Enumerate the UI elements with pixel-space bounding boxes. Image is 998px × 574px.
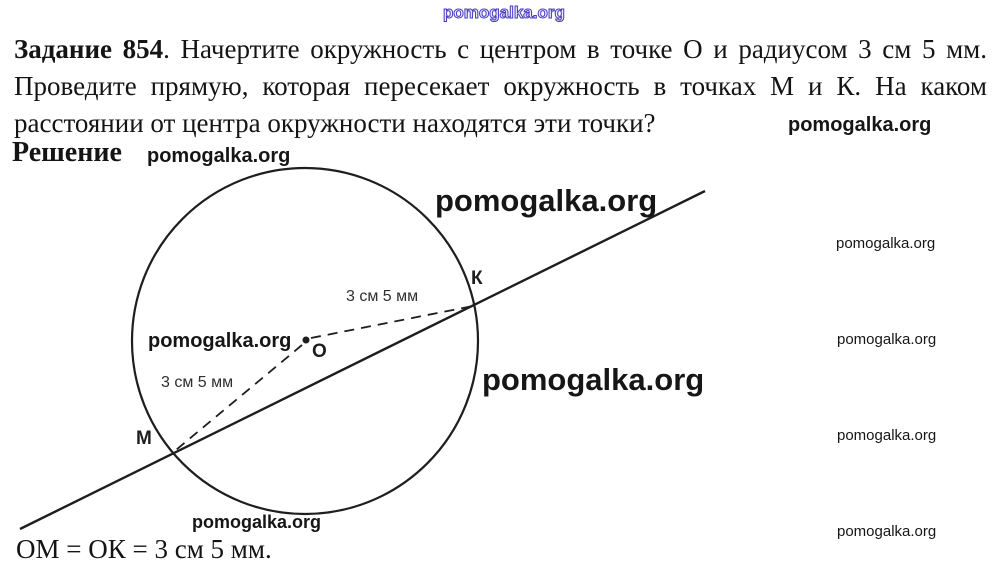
watermark-right-2: pomogalka.org [837, 331, 937, 348]
center-point-label: О [312, 341, 327, 362]
secant-line [20, 191, 705, 529]
task-text: . Начертите окружность с центром в точке О и радиусом 3 см 5 мм. Проведите прямую, которая пересекает окружность в точках М и К. На каком расстоянии от центра окружности находятся эти точки? [14, 34, 987, 138]
answer-text: ОМ = ОК = 3 см 5 мм. [16, 534, 272, 564]
radius-om-measure-label: 3 см 5 мм [161, 374, 234, 391]
watermark-bottom: pomogalka.org [192, 512, 322, 532]
watermark-paragraph: pomogalka.org [788, 114, 932, 136]
center-point [303, 337, 310, 344]
radius-ok-dashed [311, 306, 473, 338]
watermark-solution-heading: pomogalka.org [147, 145, 291, 167]
solution-heading: Решение [12, 137, 122, 168]
watermark-diagram-right: pomogalka.org [482, 362, 705, 397]
watermark-diagram-top: pomogalka.org [435, 183, 658, 218]
watermark-top: pomogalka.org [443, 3, 565, 22]
watermark-right-1: pomogalka.org [836, 235, 936, 252]
task-number-label: Задание 854 [14, 34, 164, 64]
point-m-label: М [136, 428, 152, 449]
radius-om-dashed [176, 345, 302, 450]
point-k-label: К [471, 268, 483, 289]
watermark-right-3: pomogalka.org [837, 427, 937, 444]
watermark-circle-left: pomogalka.org [148, 330, 292, 352]
radius-ok-measure-label: 3 см 5 мм [346, 288, 419, 305]
watermark-right-4: pomogalka.org [837, 523, 937, 540]
